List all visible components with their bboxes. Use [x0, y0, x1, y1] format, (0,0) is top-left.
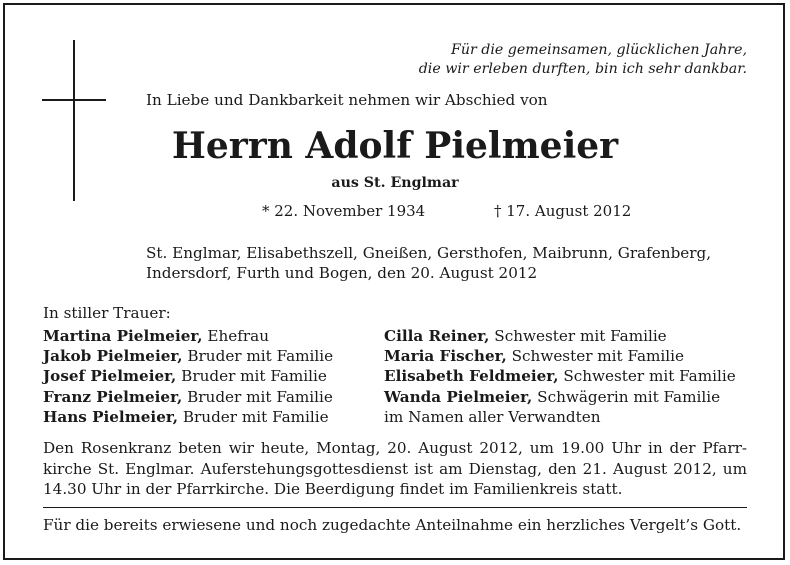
places-line-2: Indersdorf, Furth und Bogen, den 20. August 2012	[146, 264, 538, 282]
mourner-relation: Schwester mit Familie	[563, 367, 736, 386]
mourning-label: In stiller Trauer:	[43, 304, 171, 322]
mourner-name: Franz Pielmeier,	[43, 387, 183, 406]
mourner-entry	[43, 387, 333, 407]
quote-line-2: die wir erleben durften, bin ich sehr dankbar.	[418, 61, 747, 77]
mourner-relation: Ehefrau	[207, 327, 269, 345]
mourner-name: Wanda Pielmeier,	[384, 387, 533, 406]
mourner-entry	[384, 346, 736, 366]
mourner-entry	[43, 346, 333, 366]
deceased-origin: aus St. Englmar	[331, 175, 459, 191]
mourner-name: Jakob Pielmeier,	[43, 347, 183, 366]
mourner-name: Martina Pielmeier,	[43, 327, 203, 345]
intro-text: In Liebe und Dankbarkeit nehmen wir Abschied von	[146, 91, 548, 109]
mourner-relation: Bruder mit Familie	[187, 347, 334, 366]
mourner-entry	[384, 407, 736, 427]
mourner-relation: Bruder mit Familie	[182, 407, 329, 426]
mourners-right-column	[384, 326, 736, 427]
divider	[43, 507, 747, 508]
death-date: † 17. August 2012	[494, 202, 632, 220]
mourner-relation: Bruder mit Familie	[187, 387, 333, 406]
mourners-left-column	[43, 326, 333, 427]
mourner-relation: im Namen aller Verwandten	[384, 407, 601, 426]
mourner-relation: Schwägerin mit Familie	[537, 387, 721, 406]
thanks-text: Für die bereits erwiesene und noch zugedachte Anteilnahme ein herzliches Vergelt’s Gott.	[43, 516, 742, 534]
mourner-relation: Bruder mit Familie	[181, 367, 327, 386]
places-line-1: St. Englmar, Elisabethszell, Gneißen, Gersthofen, Maibrunn, Grafenberg,	[146, 244, 712, 262]
deceased-name: Herrn Adolf Pielmeier	[171, 125, 619, 167]
mourner-entry	[43, 326, 333, 346]
mourner-name: Hans Pielmeier,	[43, 407, 179, 426]
cross-icon-bar	[42, 99, 106, 101]
mourner-relation: Schwester mit Familie	[511, 347, 684, 366]
mourner-relation: Schwester mit Familie	[494, 327, 667, 345]
mourner-name: Cilla Reiner,	[384, 327, 490, 345]
mourner-name: Maria Fischer,	[384, 347, 507, 366]
mourner-entry	[384, 326, 736, 346]
places-and-date	[146, 243, 756, 283]
rosary-notice: Den Rosenkranz beten wir heute, Montag, 20. August 2012, um 19.00 Uhr in der Pfarr- kirche St. Englmar. Auferstehungsgottesdienst ist am Dienstag, den 21. August 2012, um 14.30 Uhr in der Pfarrkirche. Die Beerdigung findet im Familienkreis statt.	[43, 439, 747, 498]
quote-line-1: Für die gemeinsamen, glücklichen Jahre,	[450, 42, 747, 58]
mourner-entry	[43, 366, 333, 386]
mourner-entry	[384, 387, 736, 407]
mourner-name: Elisabeth Feldmeier,	[384, 367, 559, 386]
mourner-name: Josef Pielmeier,	[43, 367, 177, 386]
mourner-entry	[384, 366, 736, 386]
quote	[419, 41, 747, 79]
birth-date: * 22. November 1934	[262, 202, 426, 220]
mourner-entry	[43, 407, 333, 427]
